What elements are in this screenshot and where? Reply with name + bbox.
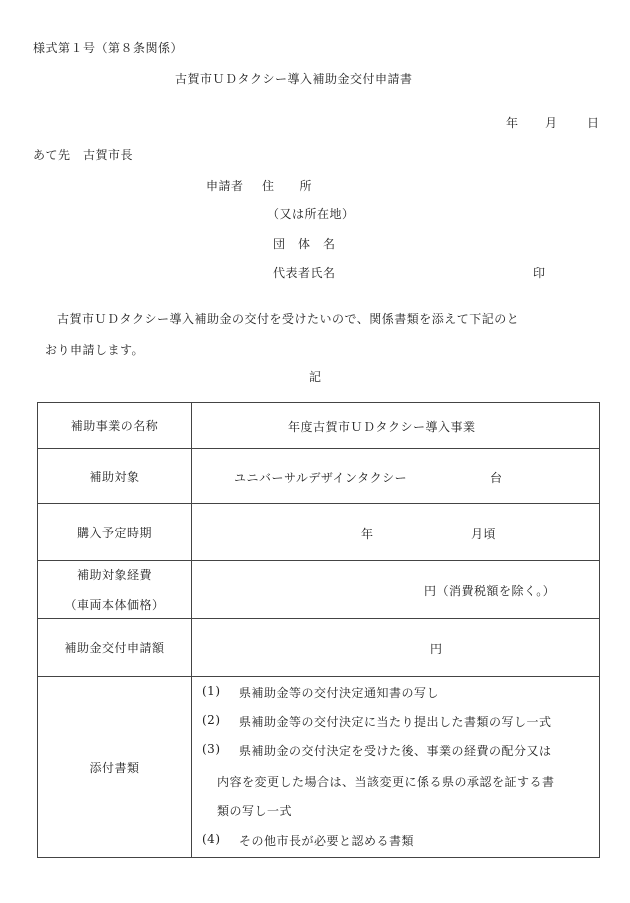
ki-heading: 記 (309, 370, 322, 384)
form-number: 様式第１号（第８条関係） (33, 41, 184, 55)
attachment-text: 県補助金等の交付決定に当たり提出した書類の写し一式 (239, 715, 552, 729)
table-row (38, 449, 600, 504)
amount-label: 補助金交付申請額 (38, 619, 192, 677)
addressee: あて先 古賀市長 (33, 148, 134, 162)
table-row (38, 403, 600, 449)
amount-text: 円 (430, 642, 443, 656)
attachment-text-continued: 類の写し一式 (217, 804, 293, 818)
attachment-num: (4) (202, 832, 221, 846)
date-day: 日 (587, 116, 600, 130)
purchase-year: 年 (361, 527, 374, 541)
table-row (38, 619, 600, 677)
cost-text: 円（消費税額を除く。） (424, 584, 556, 598)
application-table (37, 402, 600, 858)
table-row (38, 504, 600, 561)
cost-label-line-2: （車両本体価格） (64, 598, 165, 612)
attachment-text-continued: 内容を変更した場合は、当該変更に係る県の承認を証する書 (217, 775, 555, 789)
attachments-list (192, 677, 600, 858)
target-unit: 台 (490, 471, 503, 485)
attachment-text: その他市長が必要と認める書類 (239, 834, 415, 848)
table-row (38, 677, 600, 858)
cost-label-line-1: 補助対象経費 (76, 568, 152, 582)
purchase-month: 月頃 (471, 527, 497, 541)
attachment-text: 県補助金等の交付決定通知書の写し (239, 686, 440, 700)
target-text: ユニバーサルデザインタクシー (234, 471, 408, 485)
project-name-value (192, 403, 600, 449)
applicant-address-label: 住 所 (262, 179, 313, 193)
project-name-text: 年度古賀市ＵＤタクシー導入事業 (288, 420, 476, 434)
date-month: 月 (545, 116, 558, 130)
applicant-org-name-label: 団 体 名 (273, 237, 336, 251)
attachment-num: (2) (202, 713, 221, 727)
cost-value (192, 561, 600, 619)
project-name-label: 補助事業の名称 (38, 403, 192, 449)
applicant-rep-name-label: 代表者氏名 (273, 266, 336, 280)
table-row (38, 561, 600, 619)
attachment-num: (3) (202, 742, 221, 756)
applicant-address-note: （又は所在地） (267, 207, 355, 221)
purchase-label: 購入予定時期 (38, 504, 192, 561)
amount-value (192, 619, 600, 677)
body-text-line-1: 古賀市ＵＤタクシー導入補助金の交付を受けたいので、関係書類を添えて下記のと (57, 312, 520, 326)
body-text-line-2: おり申請します。 (45, 343, 145, 357)
cost-label (38, 561, 192, 619)
attachment-text: 県補助金の交付決定を受けた後、事業の経費の配分又は (239, 744, 552, 758)
purchase-value (192, 504, 600, 561)
applicant-label: 申請者 (206, 179, 244, 193)
page-title: 古賀市ＵＤタクシー導入補助金交付申請書 (175, 72, 413, 86)
seal-mark: 印 (533, 266, 546, 280)
attachments-label: 添付書類 (38, 677, 192, 858)
target-label: 補助対象 (38, 449, 192, 504)
target-value (192, 449, 600, 504)
attachment-num: (1) (202, 684, 221, 698)
date-year: 年 (506, 116, 519, 130)
